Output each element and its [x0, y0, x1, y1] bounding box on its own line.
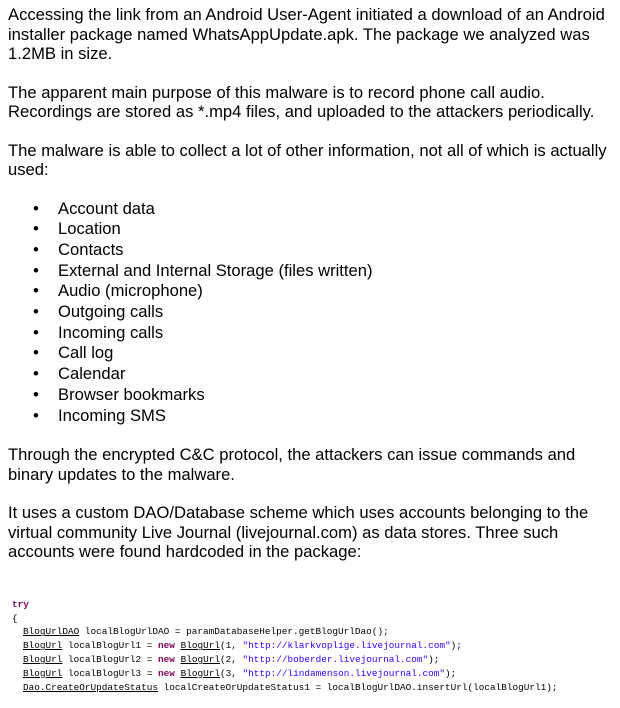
list-item [8, 343, 616, 364]
code-keyword-try: try [12, 598, 29, 610]
list-item [8, 385, 616, 406]
code-line-blogurl1 [12, 639, 612, 653]
collected-info-list [8, 199, 616, 427]
list-item [8, 302, 616, 323]
code-keyword-new: new [158, 653, 175, 665]
code-text: ); [450, 640, 462, 652]
paragraph-cc-protocol: Through the encrypted C&C protocol, the attackers can issue commands and binary updates to the malware. [8, 445, 576, 484]
document-body [8, 5, 616, 562]
code-text: localBlogUrl2 = [62, 653, 159, 665]
code-line-blogurl3 [12, 667, 612, 681]
list-item-label: Incoming calls [58, 322, 164, 342]
paragraph-dao-scheme: It uses a custom DAO/Database scheme which uses accounts belonging to the virtual community Live Journal (livejournal.com) as data stores. Three such accounts were found hardcoded in the package: [8, 503, 589, 562]
list-item-label: Account data [58, 198, 155, 218]
code-text: (1, [219, 640, 243, 652]
bullet-icon: • [33, 322, 39, 342]
list-item-label: Location [58, 219, 121, 239]
code-line-open-brace: { [12, 612, 18, 624]
code-type: BlogUrl [23, 640, 63, 652]
code-text: localCreateOrUpdateStatus1 = localBlogUrlDAO.insertUrl(localBlogUrl1); [158, 681, 558, 693]
code-line-dao [12, 625, 612, 639]
code-constructor: BlogUrl [180, 640, 220, 652]
bullet-icon: • [33, 219, 39, 239]
bullet-icon: • [33, 405, 39, 425]
code-text: localBlogUrl1 = [62, 640, 159, 652]
code-url-string: "http://lindamenson.livejournal.com" [242, 667, 446, 679]
list-item [8, 240, 616, 261]
list-item [8, 219, 616, 240]
bullet-icon: • [33, 239, 39, 259]
list-item-label: Incoming SMS [58, 405, 166, 425]
code-keyword-new: new [158, 667, 175, 679]
code-text: (3, [219, 667, 243, 679]
bullet-icon: • [33, 302, 39, 322]
code-line-blogurl2 [12, 653, 612, 667]
bullet-icon: • [33, 260, 39, 280]
code-type: BlogUrl [23, 667, 63, 679]
code-text: localBlogUrl3 = [62, 667, 159, 679]
list-item [8, 323, 616, 344]
list-item [8, 281, 616, 302]
code-type: Dao.CreateOrUpdateStatus [23, 681, 159, 693]
list-item [8, 261, 616, 282]
list-item [8, 364, 616, 385]
code-text: localBlogUrlDAO = paramDatabaseHelper.getBlogUrlDao(); [79, 626, 389, 638]
code-type: BlogUrl [23, 653, 63, 665]
code-url-string: "http://klarkvoplige.livejournal.com" [242, 640, 451, 652]
code-line-try [12, 598, 612, 612]
code-text: ); [428, 653, 440, 665]
bullet-icon: • [33, 364, 39, 384]
list-item-label: Contacts [58, 239, 124, 259]
bullet-icon: • [33, 343, 39, 363]
code-line-insert-url [12, 681, 612, 695]
code-text: ); [445, 667, 457, 679]
code-type: BlogUrlDAO [23, 626, 80, 638]
paragraph-main-purpose: The apparent main purpose of this malware is to record phone call audio. Recordings are stored as *.mp4 files, and uploaded to the attackers periodically. [8, 82, 595, 121]
code-snippet [12, 584, 612, 708]
list-item-label: Outgoing calls [58, 302, 164, 322]
list-item-label: External and Internal Storage (files written) [58, 260, 373, 280]
paragraph-download: Accessing the link from an Android User-Agent initiated a download of an Android installer package named WhatsAppUpdate.apk. The package we analyzed was 1.2MB in size. [8, 5, 605, 63]
code-url-string: "http://boberder.livejournal.com" [242, 653, 429, 665]
list-item-label: Audio (microphone) [58, 281, 203, 301]
list-item-label: Browser bookmarks [58, 384, 205, 404]
bullet-icon: • [33, 281, 39, 301]
code-text: (2, [219, 653, 243, 665]
list-item [8, 406, 616, 427]
bullet-icon: • [33, 198, 39, 218]
code-keyword-new: new [158, 640, 175, 652]
code-constructor: BlogUrl [180, 653, 220, 665]
list-item [8, 199, 616, 220]
paragraph-collected-info-intro: The malware is able to collect a lot of other information, not all of which is actually used: [8, 140, 607, 179]
code-constructor: BlogUrl [180, 667, 220, 679]
bullet-icon: • [33, 384, 39, 404]
list-item-label: Calendar [58, 364, 126, 384]
list-item-label: Call log [58, 343, 114, 363]
